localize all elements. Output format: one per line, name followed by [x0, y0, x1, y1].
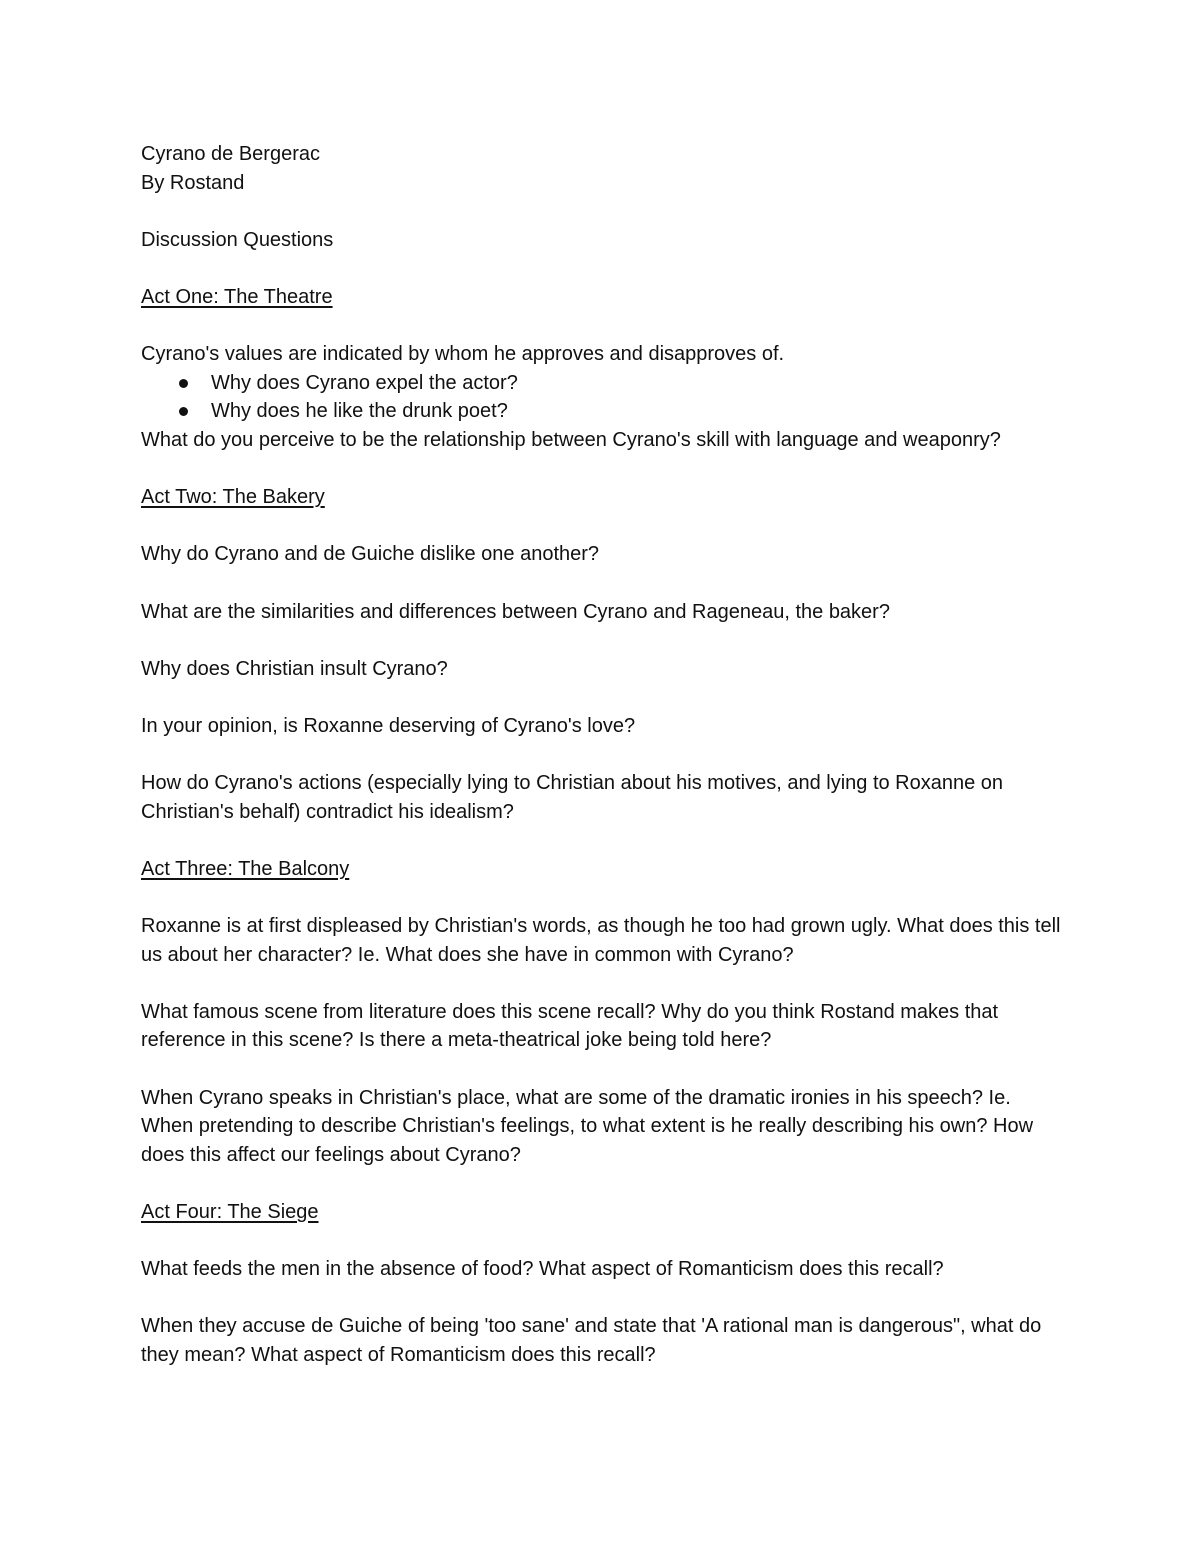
spacer	[141, 512, 1061, 541]
act-two-question: In your opinion, is Roxanne deserving of Cyrano's love?	[141, 714, 636, 737]
act-three-question: What famous scene from literature does this scene recall? Why do you think Rostand makes that reference in this scene? Is there a meta-theatrical joke being told here?	[141, 1000, 999, 1052]
spacer	[141, 683, 1061, 712]
spacer	[141, 1055, 1061, 1084]
act-two-heading: Act Two: The Bakery	[141, 486, 325, 509]
act-one-question: What do you perceive to be the relationship between Cyrano's skill with language and weaponry?	[141, 428, 1001, 451]
list-item	[141, 369, 1061, 398]
bullet-icon	[179, 379, 188, 388]
spacer	[141, 740, 1061, 769]
act-two-question: What are the similarities and differences between Cyrano and Rageneau, the baker?	[141, 600, 890, 623]
act-one-heading: Act One: The Theatre	[141, 285, 333, 308]
spacer	[141, 197, 1061, 226]
act-three-question: When Cyrano speaks in Christian's place, what are some of the dramatic ironies in his speech? Ie. When pretending to describe Christian's feelings, to what extent is he really describing his own? How does this affect our feelings about Cyrano?	[141, 1086, 1034, 1166]
spacer	[141, 1227, 1061, 1256]
spacer	[141, 883, 1061, 912]
spacer	[141, 826, 1061, 855]
spacer	[141, 254, 1061, 283]
spacer	[141, 1169, 1061, 1198]
document-title: Cyrano de Bergerac	[141, 143, 320, 165]
document-author: By Rostand	[141, 171, 245, 194]
act-two-question: Why does Christian insult Cyrano?	[141, 657, 448, 680]
act-one-intro: Cyrano's values are indicated by whom he approves and disapproves of.	[141, 343, 785, 366]
act-one-bullet-list	[141, 369, 1061, 426]
list-item-text: Why does Cyrano expel the actor?	[211, 371, 518, 394]
act-three-heading: Act Three: The Balcony	[141, 857, 350, 880]
document-page	[141, 140, 1061, 1370]
list-item	[141, 397, 1061, 426]
spacer	[141, 969, 1061, 998]
act-two-question: Why do Cyrano and de Guiche dislike one another?	[141, 543, 600, 566]
act-four-heading: Act Four: The Siege	[141, 1200, 319, 1223]
list-item-text: Why does he like the drunk poet?	[211, 400, 508, 423]
spacer	[141, 1284, 1061, 1313]
act-four-question: When they accuse de Guiche of being 'too sane' and state that 'A rational man is dangerous", what do they mean? What aspect of Romanticism does this recall?	[141, 1315, 1042, 1366]
spacer	[141, 312, 1061, 341]
document-subtitle: Discussion Questions	[141, 228, 334, 251]
act-four-question: What feeds the men in the absence of food? What aspect of Romanticism does this recall?	[141, 1258, 944, 1281]
spacer	[141, 626, 1061, 655]
act-two-question: How do Cyrano's actions (especially lying to Christian about his motives, and lying to Roxanne on Christian's behalf) contradict his idealism?	[141, 772, 1004, 823]
bullet-icon	[179, 407, 188, 416]
spacer	[141, 455, 1061, 484]
spacer	[141, 569, 1061, 598]
act-three-question: Roxanne is at first displeased by Christian's words, as though he too had grown ugly. What does this tell us about her character? Ie. What does she have in common with Cyrano?	[141, 915, 1061, 966]
